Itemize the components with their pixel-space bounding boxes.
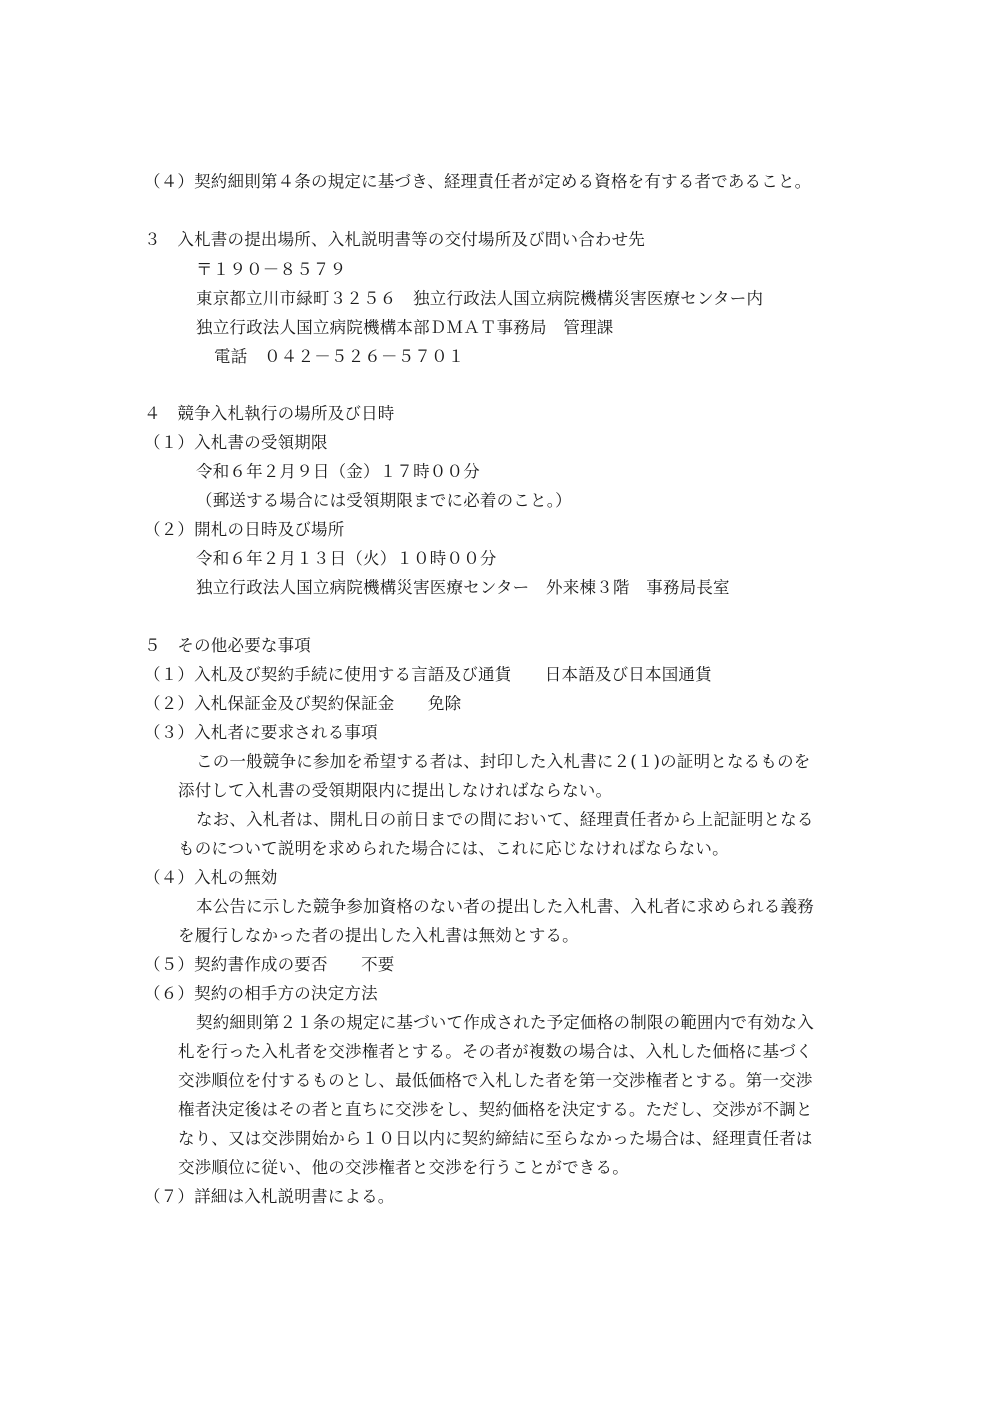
item-6-line-3: 交渉順位を付するものとし、最低価格で入札した者を第一交渉権者とする。第一交渉 <box>178 1071 813 1090</box>
item-3-paragraph-2-line-1: なお、入札者は、開札日の前日までの間において、経理責任者から上記証明となる <box>196 810 814 829</box>
address: 東京都立川市緑町３２５６ 独立行政法人国立病院機構災害医療センター内 <box>196 289 764 308</box>
section-4-item-2-title: （２）開札の日時及び場所 <box>144 520 345 539</box>
item-4-line-1: 本公告に示した競争参加資格のない者の提出した入札書、入札者に求められる義務 <box>196 897 814 916</box>
opening-place: 独立行政法人国立病院機構災害医療センター 外来棟３階 事務局長室 <box>196 578 730 597</box>
item-6-line-2: 札を行った入札者を交渉権者とする。その者が複数の場合は、入札した価格に基づく <box>178 1042 813 1061</box>
item-6-line-6: 交渉順位に従い、他の交渉権者と交渉を行うことができる。 <box>178 1158 629 1177</box>
item-3-paragraph-1-line-2: 添付して入札書の受領期限内に提出しなければならない。 <box>178 781 613 800</box>
opening-date: 令和６年２月１３日（火）１０時００分 <box>196 549 497 568</box>
clause-2-4: （４）契約細則第４条の規定に基づき、経理責任者が定める資格を有する者であること。 <box>144 172 812 191</box>
section-5-heading: ５ その他必要な事項 <box>144 636 311 655</box>
section-5-item-6-title: （６）契約の相手方の決定方法 <box>144 984 378 1003</box>
section-4-heading: ４ 競争入札執行の場所及び日時 <box>144 404 395 423</box>
item-4-line-2: を履行しなかった者の提出した入札書は無効とする。 <box>178 926 579 945</box>
item-6-line-5: なり、又は交渉開始から１０日以内に契約締結に至らなかった場合は、経理責任者は <box>178 1129 813 1148</box>
section-5-item-7: （７）詳細は入札説明書による。 <box>144 1187 395 1206</box>
section-5-item-3-title: （３）入札者に要求される事項 <box>144 723 378 742</box>
section-3-heading: ３ 入札書の提出場所、入札説明書等の交付場所及び問い合わせ先 <box>144 230 645 249</box>
deadline-date: 令和６年２月９日（金）１７時００分 <box>196 462 480 481</box>
section-5-item-1: （１）入札及び契約手続に使用する言語及び通貨 日本語及び日本国通貨 <box>144 665 712 684</box>
section-4-item-1-title: （１）入札書の受領期限 <box>144 433 328 452</box>
item-6-line-1: 契約細則第２１条の規定に基づいて作成された予定価格の制限の範囲内で有効な入 <box>196 1013 814 1032</box>
postal-code: 〒１９０－８５７９ <box>196 260 347 279</box>
item-6-line-4: 権者決定後はその者と直ちに交渉をし、契約価格を決定する。ただし、交渉が不調と <box>178 1100 813 1119</box>
item-3-paragraph-1-line-1: この一般競争に参加を希望する者は、封印した入札書に２(１)の証明となるものを <box>196 752 811 771</box>
section-5-item-2: （２）入札保証金及び契約保証金 免除 <box>144 694 462 713</box>
office-name: 独立行政法人国立病院機構本部ＤＭＡＴ事務局 管理課 <box>196 318 614 337</box>
item-3-paragraph-2-line-2: ものについて説明を求められた場合には、これに応じなければならない。 <box>178 839 729 858</box>
phone-number: 電話 ０４２－５２６－５７０１ <box>214 347 465 366</box>
deadline-note: （郵送する場合には受領期限までに必着のこと。） <box>196 491 572 510</box>
section-5-item-4-title: （４）入札の無効 <box>144 868 278 887</box>
section-5-item-5: （５）契約書作成の要否 不要 <box>144 955 395 974</box>
